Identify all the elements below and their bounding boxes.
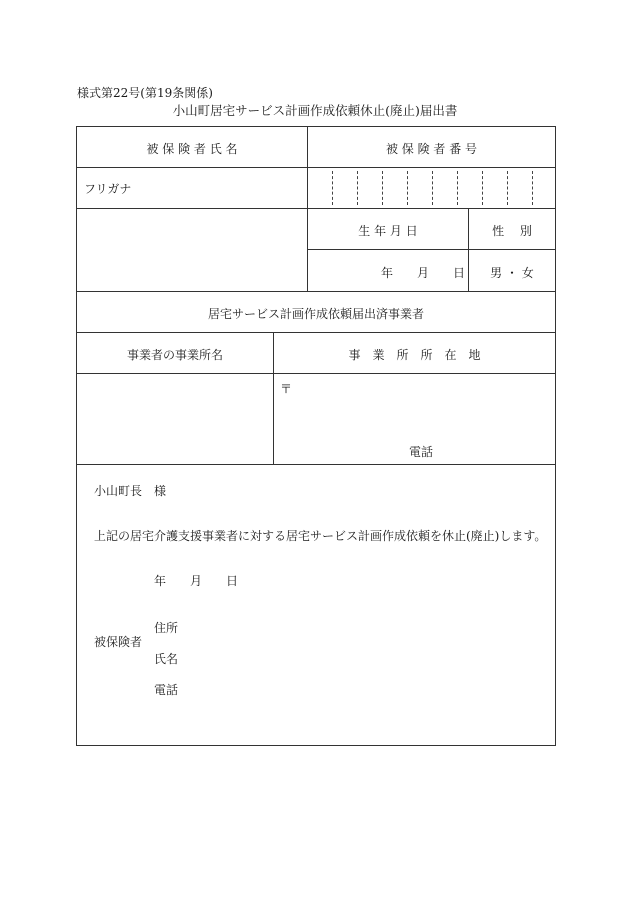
applicant-label: 被保険者 [94,635,143,649]
divider [77,208,555,209]
applicant-name-label: 氏名 [154,652,179,666]
declaration-date[interactable]: 年 月 日 [154,574,239,588]
form-number: 様式第22号(第19条関係) [77,86,213,100]
insured-name-label: 被 保 険 者 氏 名 [146,142,238,156]
form-title: 小山町居宅サービス計画作成依頼休止(廃止)届出書 [172,103,458,118]
divider [77,332,555,333]
office-name-field[interactable] [81,377,267,459]
applicant-phone-label: 電話 [154,683,179,697]
insured-name-field[interactable] [81,213,301,287]
divider [77,291,555,292]
statement: 上記の居宅介護支援事業者に対する居宅サービス計画作成依頼を休止(廃止)します。 [94,529,547,543]
divider [77,167,555,168]
insured-number-field[interactable] [309,169,553,207]
office-phone-label: 電話 [409,445,434,459]
applicant-address-label: 住所 [154,621,179,635]
furigana-field[interactable] [177,172,297,202]
gender-label: 性 別 [492,224,532,238]
birthdate-field[interactable]: 年 月 日 [381,266,466,280]
insured-number-label: 被 保 険 者 番 号 [385,142,478,156]
divider [77,464,555,465]
provider-section-title: 居宅サービス計画作成依頼届出済事業者 [207,307,424,321]
applicant-phone-field[interactable] [187,677,527,697]
birthdate-label: 生 年 月 日 [358,224,418,238]
postal-mark: 〒 [280,382,293,396]
office-address-field[interactable] [297,379,547,429]
applicant-name-field[interactable] [187,646,527,666]
divider [77,373,555,374]
form-table [76,126,556,746]
office-name-label: 事業者の事業所名 [126,348,223,362]
office-address-label: 事 業 所 所 在 地 [348,348,481,362]
applicant-address-field[interactable] [187,615,527,635]
gender-options[interactable]: 男 ・ 女 [490,266,534,280]
divider [307,249,555,250]
furigana-label: フリガナ [84,182,132,196]
addressee: 小山町長 様 [94,484,167,498]
